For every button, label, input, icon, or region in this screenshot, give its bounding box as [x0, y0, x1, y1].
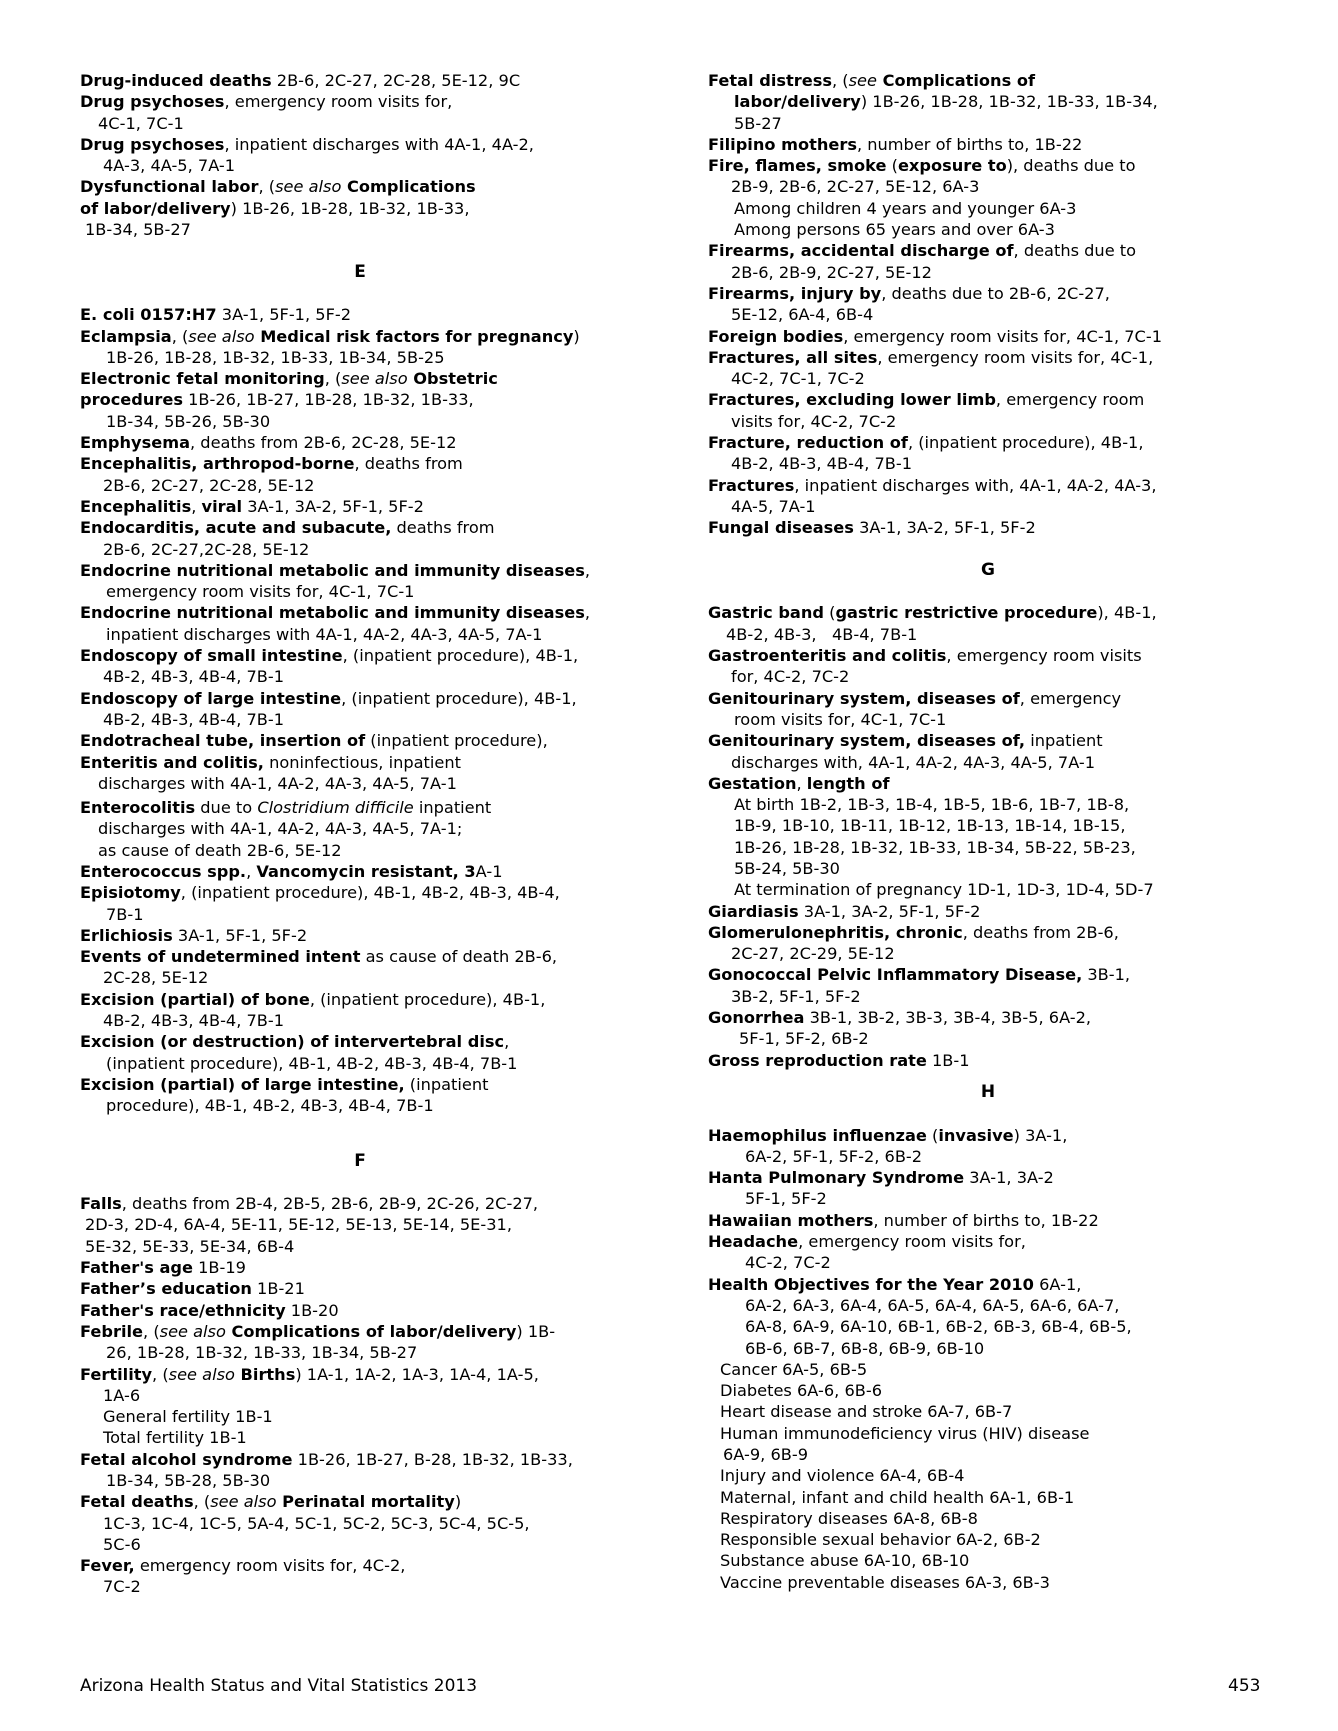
index-entry-continuation: procedure), 4B-1, 4B-2, 4B-3, 4B-4, 7B-1: [106, 1096, 434, 1116]
index-subentry: At birth 1B-2, 1B-3, 1B-4, 1B-5, 1B-6, 1B-7, 1B-8,: [734, 795, 1130, 815]
index-entry-continuation: 1B-34, 5B-28, 5B-30: [106, 1471, 271, 1490]
index-entry: Gastroenteritis and colitis, emergency room visits: [708, 646, 1142, 666]
index-entry: Encephalitis, viral 3A-1, 3A-2, 5F-1, 5F-2: [80, 496, 424, 516]
index-subentry: Substance abuse 6A-10, 6B-10: [720, 1551, 970, 1571]
section-letter-f: F: [354, 1150, 366, 1171]
index-entry-continuation: 2B-6, 2C-27,2C-28, 5E-12: [103, 539, 310, 559]
index-entry-continuation: 4C-2, 7C-1, 7C-2: [731, 369, 865, 389]
index-entry-continuation: as cause of death 2B-6, 5E-12: [98, 840, 342, 860]
index-subentry: Among persons 65 years and over 6A-3: [734, 220, 1055, 240]
index-entry: Excision (partial) of bone, (inpatient procedure), 4B-1,: [80, 989, 546, 1009]
index-entry-continuation: 4B-2, 4B-3, 4B-4, 7B-1: [103, 709, 285, 729]
index-entry-continuation: 1A-6: [103, 1385, 141, 1405]
index-entry: Falls, deaths from 2B-4, 2B-5, 2B-6, 2B-9, 2C-26, 2C-27,: [80, 1194, 539, 1214]
index-entry-continuation: 7B-1: [106, 904, 144, 924]
index-entry: Genitourinary system, diseases of, inpatient: [708, 731, 1103, 751]
index-entry-continuation: 6A-8, 6A-9, 6A-10, 6B-1, 6B-2, 6B-3, 6B-4, 6B-5,: [745, 1317, 1132, 1337]
index-entry: Firearms, accidental discharge of, deaths due to: [708, 241, 1137, 261]
index-entry: Fractures, excluding lower limb, emergency room: [708, 390, 1145, 410]
index-entry: Episiotomy, (inpatient procedure), 4B-1, 4B-2, 4B-3, 4B-4,: [80, 883, 560, 903]
index-entry: Excision (partial) of large intestine, (inpatient: [80, 1074, 489, 1094]
index-subentry: Cancer 6A-5, 6B-5: [720, 1359, 868, 1379]
index-subentry: Among children 4 years and younger 6A-3: [734, 198, 1077, 218]
index-entry: Enterocolitis due to Clostridium difficile inpatient: [80, 798, 492, 818]
index-entry: Hanta Pulmonary Syndrome 3A-1, 3A-2: [708, 1168, 1054, 1188]
index-entry-continuation: 5E-32, 5E-33, 5E-34, 6B-4: [85, 1236, 295, 1256]
index-entry: Drug psychoses, emergency room visits for,: [80, 92, 453, 112]
index-entry: Foreign bodies, emergency room visits for, 4C-1, 7C-1: [708, 326, 1162, 346]
index-entry-continuation: 5C-6: [103, 1534, 141, 1554]
index-entry: Fever, emergency room visits for, 4C-2,: [80, 1556, 406, 1576]
index-entry-continuation: 4C-1, 7C-1: [98, 113, 184, 133]
index-entry-continuation: 4A-3, 4A-5, 7A-1: [103, 156, 236, 176]
index-entry: Firearms, injury by, deaths due to 2B-6, 2C-27,: [708, 283, 1110, 303]
left-column: [80, 70, 640, 1598]
index-subentry: Responsible sexual behavior 6A-2, 6B-2: [720, 1530, 1041, 1550]
index-entry-continuation: discharges with 4A-1, 4A-2, 4A-3, 4A-5, 7A-1;: [98, 819, 463, 839]
index-entry-continuation: visits for, 4C-2, 7C-2: [731, 411, 897, 431]
index-subentry: Maternal, infant and child health 6A-1, 6B-1: [720, 1487, 1075, 1507]
index-entry-continuation: 5F-1, 5F-2: [745, 1189, 827, 1209]
index-subentry: Heart disease and stroke 6A-7, 6B-7: [720, 1402, 1013, 1422]
index-entry-continuation: 5F-1, 5F-2, 6B-2: [739, 1029, 869, 1049]
index-subentry: Respiratory diseases 6A-8, 6B-8: [720, 1508, 978, 1528]
index-entry: Health Objectives for the Year 2010 6A-1,: [708, 1274, 1082, 1294]
index-entry-continuation: 2B-6, 2B-9, 2C-27, 5E-12: [731, 262, 932, 282]
section-letter-g: G: [981, 559, 995, 580]
index-entry-continuation: 5E-12, 6A-4, 6B-4: [731, 305, 874, 325]
index-subentry: At termination of pregnancy 1D-1, 1D-3, 1D-4, 5D-7: [734, 880, 1154, 900]
index-entry: Endoscopy of large intestine, (inpatient procedure), 4B-1,: [80, 688, 577, 708]
index-entry: Fetal distress, (see Complications of: [708, 71, 1036, 90]
index-subentry: Human immunodeficiency virus (HIV) disease: [720, 1423, 1090, 1443]
index-entry-continuation: 4A-5, 7A-1: [731, 496, 816, 516]
index-entry: Haemophilus influenzae (invasive) 3A-1,: [708, 1125, 1068, 1145]
index-entry: Glomerulonephritis, chronic, deaths from 2B-6,: [708, 922, 1119, 942]
index-entry: Hawaiian mothers, number of births to, 1B-22: [708, 1210, 1099, 1230]
index-entry: Father's race/ethnicity 1B-20: [80, 1300, 339, 1320]
index-entry: Eclampsia, (see also Medical risk factors for pregnancy): [80, 326, 580, 346]
index-entry: Dysfunctional labor, (see also Complications: [80, 177, 476, 197]
index-entry: Fetal deaths, (see also Perinatal mortality): [80, 1492, 462, 1512]
index-entry-continuation: discharges with, 4A-1, 4A-2, 4A-3, 4A-5, 7A-1: [731, 752, 1096, 772]
section-letter-e: E: [354, 261, 366, 282]
index-entry-continuation: for, 4C-2, 7C-2: [731, 667, 850, 687]
right-column: [708, 70, 1268, 1593]
index-entry-continuation: procedures 1B-26, 1B-27, 1B-28, 1B-32, 1B-33,: [80, 390, 474, 410]
index-entry-continuation: 3B-2, 5F-1, 5F-2: [731, 986, 861, 1006]
index-entry-continuation: (inpatient procedure), 4B-1, 4B-2, 4B-3, 4B-4, 7B-1: [106, 1053, 518, 1073]
index-entry: Fetal alcohol syndrome 1B-26, 1B-27, B-28, 1B-32, 1B-33,: [80, 1449, 573, 1469]
index-entry-continuation: 2D-3, 2D-4, 6A-4, 5E-11, 5E-12, 5E-13, 5E-14, 5E-31,: [85, 1215, 512, 1235]
index-entry-continuation: discharges with 4A-1, 4A-2, 4A-3, 4A-5, 7A-1: [98, 773, 457, 793]
index-entry: Fungal diseases 3A-1, 3A-2, 5F-1, 5F-2: [708, 518, 1036, 538]
index-entry: Fertility, (see also Births) 1A-1, 1A-2, 1A-3, 1A-4, 1A-5,: [80, 1364, 539, 1384]
index-entry-continuation: 1B-26, 1B-28, 1B-32, 1B-33, 1B-34, 5B-25: [106, 347, 445, 367]
index-entry: Fractures, inpatient discharges with, 4A-1, 4A-2, 4A-3,: [708, 475, 1157, 495]
index-entry-continuation: 6A-2, 6A-3, 6A-4, 6A-5, 6A-4, 6A-5, 6A-6, 6A-7,: [745, 1295, 1120, 1315]
index-entry: Father’s education 1B-21: [80, 1279, 305, 1299]
index-entry: Fire, flames, smoke (exposure to), deaths due to: [708, 156, 1136, 176]
index-subentry-continuation: 6A-9, 6B-9: [723, 1445, 808, 1464]
index-entry: Filipino mothers, number of births to, 1B-22: [708, 134, 1083, 154]
index-entry-continuation: 26, 1B-28, 1B-32, 1B-33, 1B-34, 5B-27: [106, 1343, 418, 1363]
index-entry: Drug-induced deaths 2B-6, 2C-27, 2C-28, 5E-12, 9C: [80, 71, 521, 90]
index-entry: Gastric band (gastric restrictive procedure), 4B-1,: [708, 603, 1157, 623]
index-entry-continuation: 7C-2: [103, 1577, 141, 1597]
index-entry-continuation: 4B-2, 4B-3, 4B-4, 7B-1: [726, 624, 918, 644]
index-entry: Excision (or destruction) of intervertebral disc,: [80, 1032, 510, 1052]
index-entry-continuation: labor/delivery) 1B-26, 1B-28, 1B-32, 1B-33, 1B-34,: [734, 92, 1158, 112]
index-entry: Fractures, all sites, emergency room visits for, 4C-1,: [708, 347, 1154, 367]
index-entry-continuation: 6B-6, 6B-7, 6B-8, 6B-9, 6B-10: [745, 1338, 985, 1358]
index-subentry: Vaccine preventable diseases 6A-3, 6B-3: [720, 1572, 1050, 1592]
index-entry: E. coli 0157:H7 3A-1, 5F-1, 5F-2: [80, 305, 352, 325]
index-entry: Father's age 1B-19: [80, 1258, 246, 1278]
index-entry-continuation: 2C-27, 2C-29, 5E-12: [731, 944, 895, 964]
index-entry: Endotracheal tube, insertion of (inpatient procedure),: [80, 731, 548, 751]
index-subentry-continuation: 1B-26, 1B-28, 1B-32, 1B-33, 1B-34, 5B-22, 5B-23,: [734, 837, 1136, 857]
index-entry-continuation: 4B-2, 4B-3, 4B-4, 7B-1: [103, 1011, 285, 1031]
index-entry: Drug psychoses, inpatient discharges with 4A-1, 4A-2,: [80, 134, 534, 154]
index-entry-continuation: 2C-28, 5E-12: [103, 968, 209, 988]
index-subentry: General fertility 1B-1: [103, 1407, 273, 1427]
index-entry: Genitourinary system, diseases of, emergency: [708, 688, 1122, 708]
index-entry-continuation: 1C-3, 1C-4, 1C-5, 5A-4, 5C-1, 5C-2, 5C-3, 5C-4, 5C-5,: [103, 1513, 530, 1533]
index-entry: Emphysema, deaths from 2B-6, 2C-28, 5E-12: [80, 433, 457, 453]
index-entry-continuation: 2B-9, 2B-6, 2C-27, 5E-12, 6A-3: [731, 177, 980, 197]
index-entry: Enterococcus spp., Vancomycin resistant, 3A-1: [80, 861, 503, 881]
index-subentry: Total fertility 1B-1: [103, 1428, 247, 1448]
section-letter-h: H: [980, 1081, 996, 1102]
index-entry: Giardiasis 3A-1, 3A-2, 5F-1, 5F-2: [708, 901, 981, 921]
index-entry-continuation: inpatient discharges with 4A-1, 4A-2, 4A-3, 4A-5, 7A-1: [106, 624, 543, 644]
index-entry-continuation: 4B-2, 4B-3, 4B-4, 7B-1: [103, 667, 285, 687]
index-entry: Encephalitis, arthropod-borne, deaths from: [80, 454, 463, 474]
index-entry-continuation: 1B-34, 5B-26, 5B-30: [106, 411, 271, 431]
index-entry-continuation: 4B-2, 4B-3, 4B-4, 7B-1: [731, 454, 913, 474]
index-subentry: Diabetes 6A-6, 6B-6: [720, 1381, 882, 1401]
index-entry-continuation: 4C-2, 7C-2: [745, 1253, 831, 1273]
index-entry-continuation: 5B-27: [734, 113, 782, 133]
index-subentry: Injury and violence 6A-4, 6B-4: [720, 1466, 965, 1486]
index-entry: Events of undetermined intent as cause of death 2B-6,: [80, 947, 558, 967]
index-entry-continuation: emergency room visits for, 4C-1, 7C-1: [106, 582, 415, 602]
index-entry: Endocarditis, acute and subacute, deaths from: [80, 518, 495, 538]
index-entry: Gonococcal Pelvic Inflammatory Disease, 3B-1,: [708, 965, 1131, 985]
index-entry: Endocrine nutritional metabolic and immunity diseases,: [80, 560, 591, 580]
index-subentry-continuation: 1B-9, 1B-10, 1B-11, 1B-12, 1B-13, 1B-14, 1B-15,: [734, 816, 1126, 836]
footer-title: Arizona Health Status and Vital Statistics 2013: [80, 1676, 478, 1696]
index-entry: Febrile, (see also Complications of labor/delivery) 1B-: [80, 1321, 556, 1341]
page-number: 453: [1228, 1676, 1261, 1696]
index-entry: Gonorrhea 3B-1, 3B-2, 3B-3, 3B-4, 3B-5, 6A-2,: [708, 1008, 1092, 1028]
index-entry-continuation: 1B-34, 5B-27: [85, 220, 191, 240]
index-subentry-continuation: 5B-24, 5B-30: [734, 858, 840, 878]
index-entry: Enteritis and colitis, noninfectious, inpatient: [80, 752, 461, 772]
index-entry: Gross reproduction rate 1B-1: [708, 1050, 970, 1070]
index-entry: Fracture, reduction of, (inpatient procedure), 4B-1,: [708, 433, 1144, 453]
index-entry-continuation: 6A-2, 5F-1, 5F-2, 6B-2: [745, 1146, 923, 1166]
index-entry-continuation: of labor/delivery) 1B-26, 1B-28, 1B-32, 1B-33,: [80, 198, 470, 218]
index-entry: Erlichiosis 3A-1, 5F-1, 5F-2: [80, 925, 308, 945]
index-entry: Electronic fetal monitoring, (see also Obstetric: [80, 369, 498, 389]
index-entry: Gestation, length of: [708, 773, 890, 793]
index-entry-continuation: 2B-6, 2C-27, 2C-28, 5E-12: [103, 475, 315, 495]
index-entry: Headache, emergency room visits for,: [708, 1232, 1026, 1252]
index-entry: Endoscopy of small intestine, (inpatient procedure), 4B-1,: [80, 646, 579, 666]
index-entry: Endocrine nutritional metabolic and immunity diseases,: [80, 603, 591, 623]
index-entry-continuation: room visits for, 4C-1, 7C-1: [734, 709, 947, 729]
